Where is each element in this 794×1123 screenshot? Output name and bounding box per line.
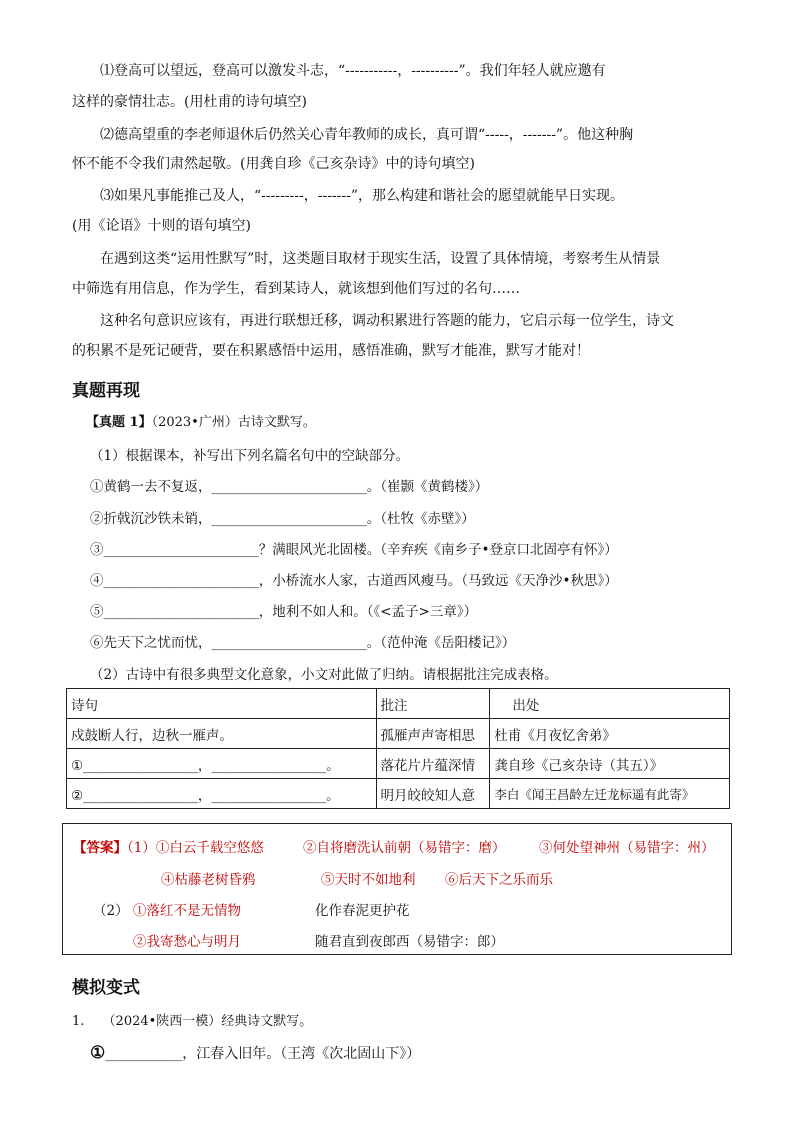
table-header-cell: 出处 (490, 689, 730, 719)
intro-para2-line2: 的积累不是死记硬背，要在积累感悟中运用，感悟准确，默写才能准，默写才能对！ (72, 343, 590, 359)
mock-item-number: ① (90, 1043, 106, 1063)
mock-fill-line (90, 1043, 420, 1064)
mock-question-number: 1. (72, 1014, 85, 1029)
fill-line-2: ②折戟沉沙铁未销，_______________________。（杜牧《赤壁》） (90, 511, 475, 527)
fill-line-6: ⑥先天下之忧而忧，_______________________。（范仲淹《岳阳楼记》） (90, 635, 516, 651)
answer-2-1b: 化作春泥更护花 (315, 903, 410, 919)
answer-1-6: ⑥后天下之乐而乐 (445, 872, 553, 888)
table-cell: 明月皎皎知人意 (376, 779, 490, 809)
table-cell: 龚自珍《己亥杂诗（其五）》 (490, 749, 730, 779)
question-title (86, 413, 316, 433)
table-cell: ②_________________，_________________。 (67, 779, 377, 809)
intro-q1-line1: ⑴登高可以望远，登高可以激发斗志，“-----------，----------”。我们年轻人就应邀有 (100, 63, 606, 79)
imagery-table (66, 688, 730, 809)
fill-line-1: ①黄鹤一去不复返，_______________________。（崔颢《黄鹤楼》） (90, 479, 489, 495)
section-heading-real-exam: 真题再现 (72, 381, 140, 401)
answer-box (62, 823, 732, 955)
question-part1: （1）根据课本，补写出下列名篇名句中的空缺部分。 (90, 448, 410, 464)
table-row (67, 779, 730, 809)
answer-2-1a: ①落红不是无情物 (133, 903, 241, 919)
table-cell: 落花片片蕴深情 (376, 749, 490, 779)
table-header-cell: 诗句 (67, 689, 377, 719)
answer-1-4: ④枯藤老树昏鸦 (161, 872, 256, 888)
question-label: 【真题 1】 (86, 415, 152, 430)
intro-q1-line2: 这样的豪情壮志。(用杜甫的诗句填空) (72, 94, 307, 110)
intro-para2-line1: 这种名句意识应该有，再进行联想迁移，调动积累进行答题的能力，它启示每一位学生，诗文 (100, 313, 674, 329)
intro-para1-line2: 中筛选有用信息，作为学生，看到某诗人，就该想到他们写过的名句…… (72, 281, 520, 297)
answer-2-2b: 随君直到夜郎西（易错字：郎） (315, 934, 504, 950)
answer-2-2a: ②我寄愁心与明月 (133, 934, 241, 950)
table-header-row (67, 689, 730, 719)
fill-line-4: ④_______________________，小桥流水人家，古道西风瘦马。（马致远《天净沙•秋思》） (90, 573, 618, 589)
fill-line-5: ⑤_______________________，地利不如人和。（《<孟子>三章》） (90, 604, 478, 620)
answer-1-2: ②自将磨洗认前朝（易错字：磨） (303, 840, 506, 856)
table-cell: ①_________________，_________________。 (67, 749, 377, 779)
intro-q2-line1: ⑵德高望重的李老师退休后仍然关心青年教师的成长，真可谓“-----，-------”。他这种胸 (100, 127, 634, 143)
intro-q2-line2: 怀不能不令我们肃然起敬。(用龚自珍《己亥杂诗》中的诗句填空) (72, 156, 475, 172)
question-part2: （2）古诗中有很多典型文化意象，小文对此做了归纳。请根据批注完成表格。 (90, 667, 558, 683)
fill-line-3: ③_______________________？满眼风光北固楼。（辛弃疾《南乡子•登京口北固亭有怀》） (90, 542, 618, 558)
answer-1-5: ⑤天时不如地利 (321, 872, 416, 888)
answer-1-1: （1）①白云千载空悠悠 (127, 840, 264, 856)
answer-2-number: （2） (93, 903, 129, 919)
answer-label: 【答案】 (73, 840, 127, 856)
table-header-cell: 批注 (376, 689, 490, 719)
mock-question (72, 1012, 312, 1032)
table-cell: 戍鼓断人行，边秋一雁声。 (67, 719, 377, 749)
answer-1-3: ③何处望神州（易错字：州） (539, 840, 715, 856)
answer-line-1 (73, 836, 264, 856)
mock-question-text: （2024•陕西一模）经典诗文默写。 (102, 1014, 313, 1029)
intro-para1-line1: 在遇到这类“运用性默写”时，这类题目取材于现实生活，设置了具体情境，考察考生从情景 (100, 251, 661, 267)
section-heading-mock: 模拟变式 (72, 978, 140, 998)
intro-q3-line1: ⑶如果凡事能推己及人，“---------，-------”，那么构建和谐社会的愿望就能早日实现。 (100, 188, 625, 204)
table-cell: 杜甫《月夜忆舍弟》 (490, 719, 730, 749)
intro-q3-line2: (用《论语》十则的语句填空) (72, 218, 251, 234)
question-text: （2023•广州）古诗文默写。 (151, 415, 316, 430)
table-cell: 孤雁声声寄相思 (376, 719, 490, 749)
table-row (67, 719, 730, 749)
mock-item-text: ___________，江春入旧年。（王湾《次北固山下》） (105, 1046, 421, 1062)
table-row (67, 749, 730, 779)
table-cell: 李白《闻王昌龄左迁龙标遥有此寄》 (490, 779, 730, 809)
